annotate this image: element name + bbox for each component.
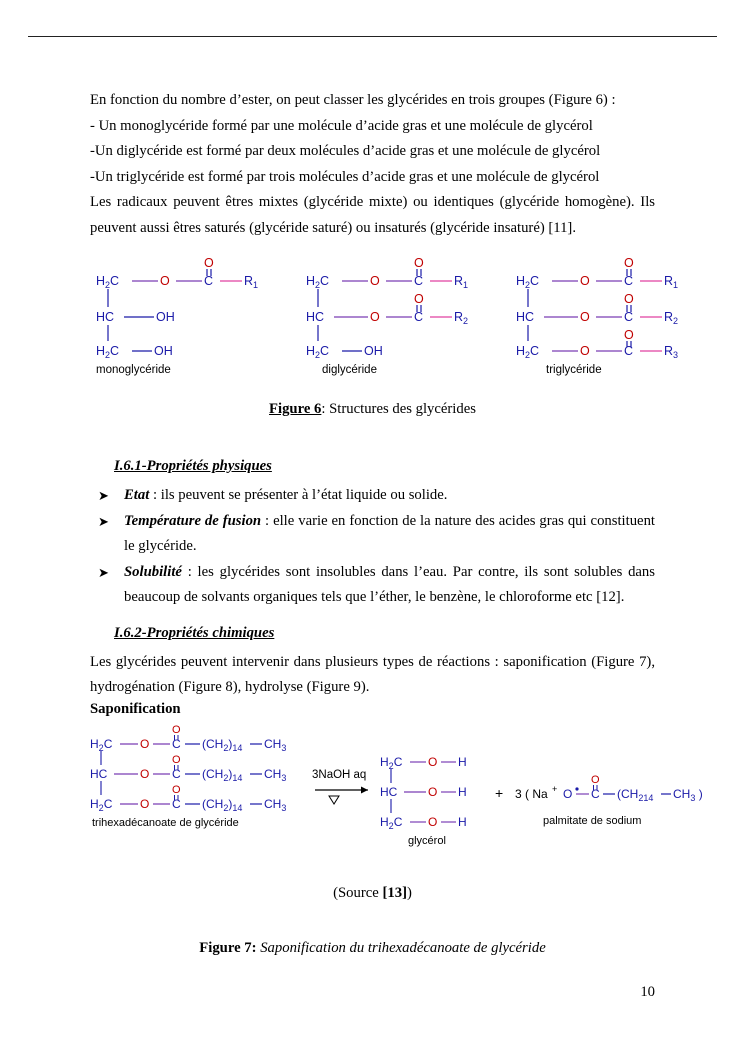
svg-text:O: O	[172, 753, 181, 766]
reagent-label: 3NaOH aq	[312, 768, 367, 781]
svg-text:C: C	[624, 310, 634, 324]
svg-text:O: O	[428, 814, 438, 829]
svg-text:O: O	[204, 256, 214, 270]
bullet-arrow-icon: ➤	[98, 488, 109, 503]
svg-text:HC: HC	[96, 310, 115, 324]
item-text: : elle varie en fonction de la nature des acides gras qui constituent le glycéride.	[124, 512, 655, 554]
source-prefix: (Source	[333, 885, 383, 902]
svg-text:CH3 ): $CH_3$ )	[673, 786, 703, 803]
svg-text:R2: $R_2$	[454, 310, 469, 326]
svg-text:HC: HC	[90, 766, 108, 781]
svg-text:O: O	[370, 310, 380, 324]
svg-text:O: O	[160, 274, 170, 288]
svg-text:O: O	[140, 736, 150, 751]
figure6-caption	[90, 401, 655, 418]
svg-text:R1: $R_1$	[244, 274, 259, 290]
svg-text:O: O	[140, 766, 150, 781]
heading-proprietes-chimiques: I.6.2-Propriétés chimiques	[114, 624, 275, 641]
svg-text:H2C: $H_2C$	[96, 344, 120, 360]
glycerol-structure	[380, 755, 467, 847]
svg-text:O: O	[624, 328, 634, 342]
svg-text:HC: HC	[306, 310, 325, 324]
label-glycerol: glycérol	[408, 834, 446, 847]
source-suffix: )	[406, 885, 412, 902]
svg-text:C: C	[624, 274, 634, 288]
label-triglyceride: triglycéride	[546, 364, 602, 376]
label-diglyceride: diglycéride	[322, 364, 377, 376]
intro-line-5: Les radicaux peuvent êtres mixtes (glycéride mixte) ou identiques (glycéride homogène). Ils peuvent aussi êtres saturés (glycéride saturé) ou insaturés (glycéride insaturé) [11].	[90, 194, 655, 236]
list-item	[90, 483, 655, 509]
item-term: Etat	[124, 487, 150, 503]
plus-sign: +	[495, 784, 504, 801]
svg-text:HC: HC	[380, 784, 398, 799]
figure7-caption	[90, 940, 655, 957]
svg-text:O: O	[428, 784, 438, 799]
svg-text:H2C: $H_2C$	[96, 274, 120, 290]
svg-text:H: H	[458, 784, 467, 799]
svg-text:C: C	[414, 310, 424, 324]
list-item	[90, 560, 655, 611]
figure6-structures	[90, 256, 679, 381]
figure7-reaction	[90, 723, 703, 851]
stoich-label: 3 ( Na	[515, 786, 548, 801]
label-monoglyceride: monoglycéride	[96, 364, 171, 376]
svg-text:H: H	[458, 754, 467, 769]
svg-text:H2C: $H_2C$	[306, 274, 330, 290]
svg-text:OH: OH	[364, 344, 383, 358]
svg-text:O: O	[580, 344, 590, 358]
figure6-svg	[90, 256, 679, 381]
trihexadecanoate-structure	[90, 724, 286, 829]
palmitate-de-sodium-structure	[515, 774, 703, 827]
svg-text:R1: $R_1$	[664, 274, 679, 290]
svg-text:(CH214: ($CH_214$	[617, 786, 654, 803]
svg-text:H2C: $H_2C$	[516, 344, 540, 360]
svg-text:(CH2)14: $(CH_2)_{14}$	[202, 796, 243, 813]
svg-text:O: O	[591, 773, 600, 786]
item-term: Température de fusion	[124, 512, 262, 529]
svg-text:H2C: $H_2C$	[90, 736, 113, 753]
figure7-caption-text: Saponification du trihexadécanoate de glycéride	[256, 939, 546, 956]
svg-text:CH3: $CH_3$	[264, 736, 287, 753]
source-reference: [13]	[382, 885, 407, 902]
page-top-rule	[28, 36, 717, 37]
svg-text:O: O	[414, 256, 424, 270]
svg-text:C: C	[172, 796, 181, 811]
triglyceride-structure	[516, 256, 678, 376]
svg-text:C: C	[204, 274, 214, 288]
heading-proprietes-physiques: I.6.1-Propriétés physiques	[114, 458, 272, 474]
diglyceride-structure	[306, 256, 468, 376]
figure6-caption-text: : Structures des glycérides	[321, 401, 476, 417]
svg-text:H2C: $H_2C$	[380, 814, 403, 831]
svg-text:(CH2)14: $(CH_2)_{14}$	[202, 736, 243, 753]
monoglyceride-structure	[96, 256, 258, 376]
svg-text:R3: $R_3$	[664, 344, 679, 360]
svg-text:O: O	[414, 292, 424, 306]
svg-text:O: O	[580, 274, 590, 288]
sodium-charge: +	[552, 783, 558, 794]
svg-text:R1: $R_1$	[454, 274, 469, 290]
item-text: : les glycérides sont insolubles dans l’eau. Par contre, ils sont solubles dans beaucoup de solvants organiques tels que l’éther, le benzène, le chloroforme etc [12].	[124, 563, 655, 605]
svg-text:CH3: $CH_3$	[264, 796, 287, 813]
chimiques-paragraph: Les glycérides peuvent intervenir dans plusieurs types de réactions : saponification (Figure 7), hydrogénation (Figure 8), hydrolyse (Figure 9).	[90, 653, 655, 695]
intro-line-4: -Un triglycéride est formé par trois molécules d’acide gras et une molécule de glycérol	[90, 168, 600, 185]
svg-text:H2C: $H_2C$	[90, 796, 113, 813]
figure7-svg	[90, 723, 703, 851]
intro-paragraph-block	[90, 88, 655, 241]
svg-text:O: O	[370, 274, 380, 288]
svg-text:O: O	[624, 292, 634, 306]
bullet-arrow-icon: ➤	[98, 513, 109, 529]
label-palmitate-de-sodium: palmitate de sodium	[543, 814, 642, 827]
svg-text:C: C	[172, 736, 181, 751]
svg-text:O: O	[172, 783, 181, 796]
svg-text:(CH2)14: $(CH_2)_{14}$	[202, 766, 243, 783]
intro-line-2: - Un monoglycéride formé par une molécule d’acide gras et une molécule de glycérol	[90, 117, 593, 134]
svg-text:CH3: $CH_3$	[264, 766, 287, 783]
svg-text:O: O	[580, 310, 590, 324]
bullet-arrow-icon: ➤	[98, 564, 109, 580]
reaction-arrow-group	[312, 769, 368, 804]
svg-text:HC: HC	[516, 310, 535, 324]
svg-text:H2C: $H_2C$	[306, 344, 330, 360]
svg-text:OH: OH	[154, 344, 173, 358]
figure7-caption-label: Figure 7:	[199, 939, 257, 956]
svg-text:OH: OH	[156, 310, 175, 324]
item-text: : ils peuvent se présenter à l’état liquide ou solide.	[149, 487, 448, 503]
figure6-caption-label: Figure 6	[269, 401, 322, 417]
svg-text:O: O	[624, 256, 634, 270]
saponification-subtitle: Saponification	[90, 700, 181, 717]
svg-text:R2: $R_2$	[664, 310, 679, 326]
svg-text:C: C	[624, 344, 634, 358]
svg-text:O: O	[428, 754, 438, 769]
intro-line-3: -Un diglycéride est formé par deux molécules d’acide gras et une molécule de glycérol	[90, 143, 601, 159]
svg-text:O: O	[563, 786, 573, 801]
svg-text:C: C	[172, 766, 181, 781]
item-term: Solubilité	[124, 563, 182, 580]
svg-text:O: O	[140, 796, 150, 811]
intro-line-1: En fonction du nombre d’ester, on peut classer les glycérides en trois groupes (Figure 6) :	[90, 92, 616, 108]
svg-text:C: C	[414, 274, 424, 288]
label-trihexadecanoate: trihexadécanoate de glycéride	[92, 816, 239, 829]
proprietes-physiques-list	[90, 483, 655, 611]
svg-text:H2C: $H_2C$	[380, 754, 403, 771]
svg-text:H: H	[458, 814, 467, 829]
svg-text:H2C: $H_2C$	[516, 274, 540, 290]
list-item	[90, 509, 655, 560]
svg-text:O: O	[172, 723, 181, 736]
page-number: 10	[640, 984, 655, 1000]
svg-text:C: C	[591, 786, 600, 801]
figure7-source	[90, 885, 655, 902]
